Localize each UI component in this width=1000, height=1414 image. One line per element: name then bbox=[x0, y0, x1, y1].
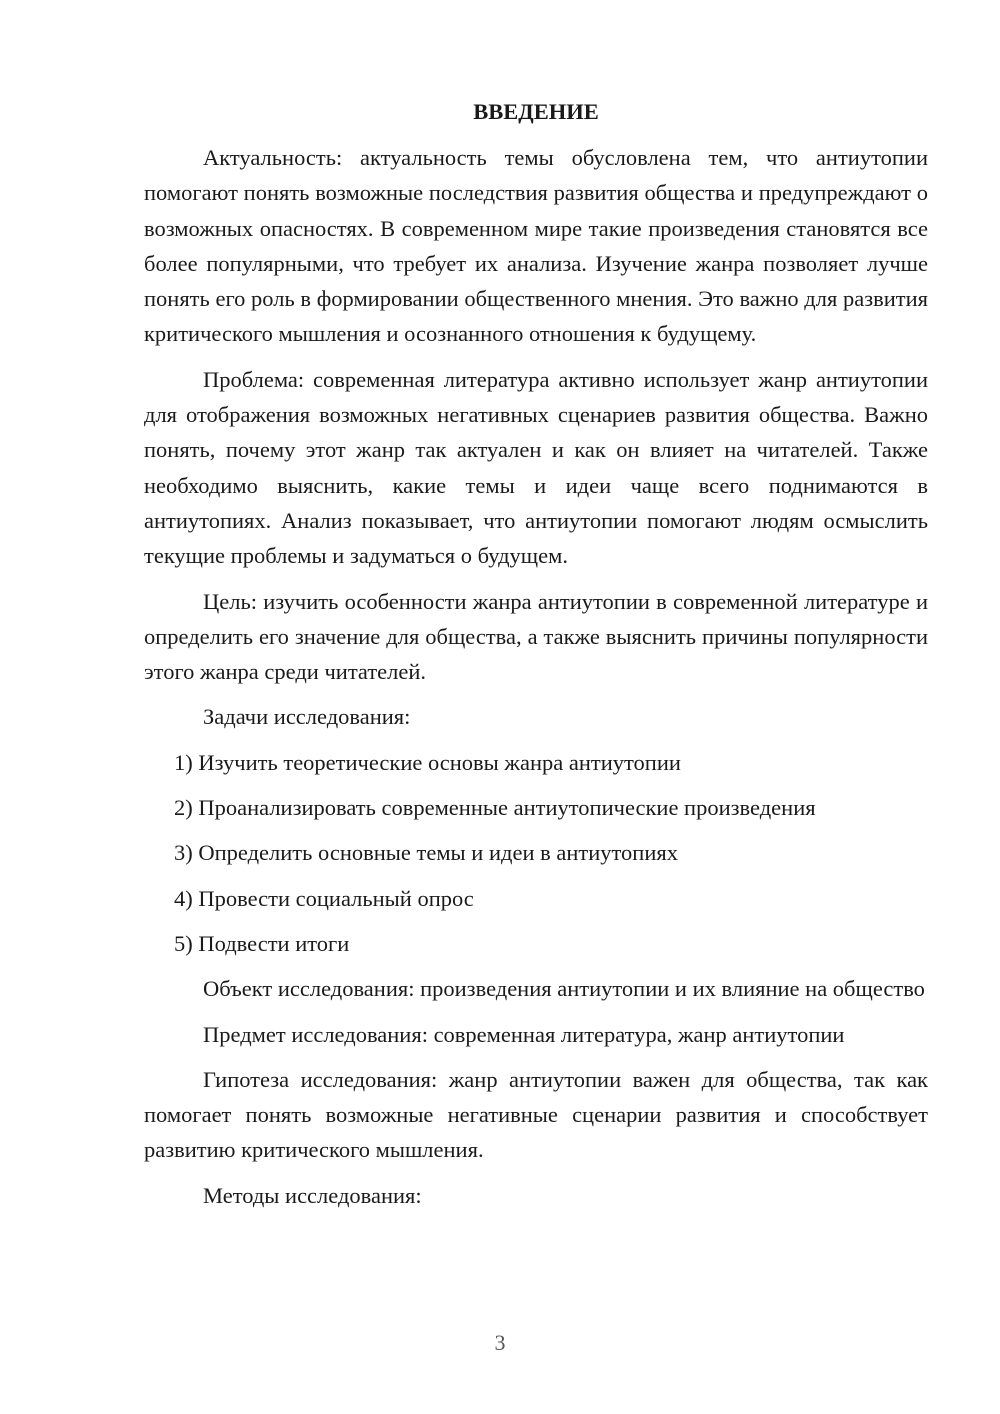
hypothesis-paragraph: Гипотеза исследования: жанр антиутопии важен для общества, так как помогает понять возможные негативные сценарии развития и способствует развитию критического мышления. bbox=[144, 1066, 928, 1163]
page-number: 3 bbox=[494, 1330, 506, 1355]
subject-paragraph: Предмет исследования: современная литература, жанр антиутопии bbox=[203, 1021, 845, 1047]
tasks-list bbox=[144, 745, 928, 961]
relevance-paragraph: Актуальность: актуальность темы обусловлена тем, что антиутопии помогают понять возможные последствия развития общества и предупреждают о возможных опасностях. В современном мире такие произведения становятся все более популярными, что требует их анализа. Изучение жанра позволяет лучше понять его роль в формировании общественного мнения. Это важно для развития критического мышления и осознанного отношения к будущему. bbox=[144, 145, 928, 347]
methods-heading: Методы исследования: bbox=[203, 1182, 422, 1208]
page-content bbox=[144, 96, 928, 1223]
object-paragraph: Объект исследования: произведения антиутопии и их влияние на общество bbox=[203, 976, 925, 1002]
page-title: ВВЕДЕНИЕ bbox=[473, 99, 599, 124]
task-item-4: 4) Провести социальный опрос bbox=[174, 885, 474, 911]
task-item-5: 5) Подвести итоги bbox=[174, 930, 350, 956]
task-item-2: 2) Проанализировать современные антиутопические произведения bbox=[174, 795, 816, 821]
tasks-heading: Задачи исследования: bbox=[203, 704, 411, 730]
task-item-3: 3) Определить основные темы и идеи в антиутопиях bbox=[174, 840, 678, 866]
problem-paragraph: Проблема: современная литература активно использует жанр антиутопии для отображения возможных негативных сценариев развития общества. Важно понять, почему этот жанр так актуален и как он влияет на читателей. Также необходимо выяснить, какие темы и идеи чаще всего поднимаются в антиутопиях. Анализ показывает, что антиутопии помогают людям осмыслить текущие проблемы и задуматься о будущем. bbox=[144, 366, 928, 569]
task-item-1: 1) Изучить теоретические основы жанра антиутопии bbox=[174, 749, 681, 775]
goal-paragraph: Цель: изучить особенности жанра антиутопии в современной литературе и определить его значение для общества, а также выяснить причины популярности этого жанра среди читателей. bbox=[144, 588, 928, 685]
